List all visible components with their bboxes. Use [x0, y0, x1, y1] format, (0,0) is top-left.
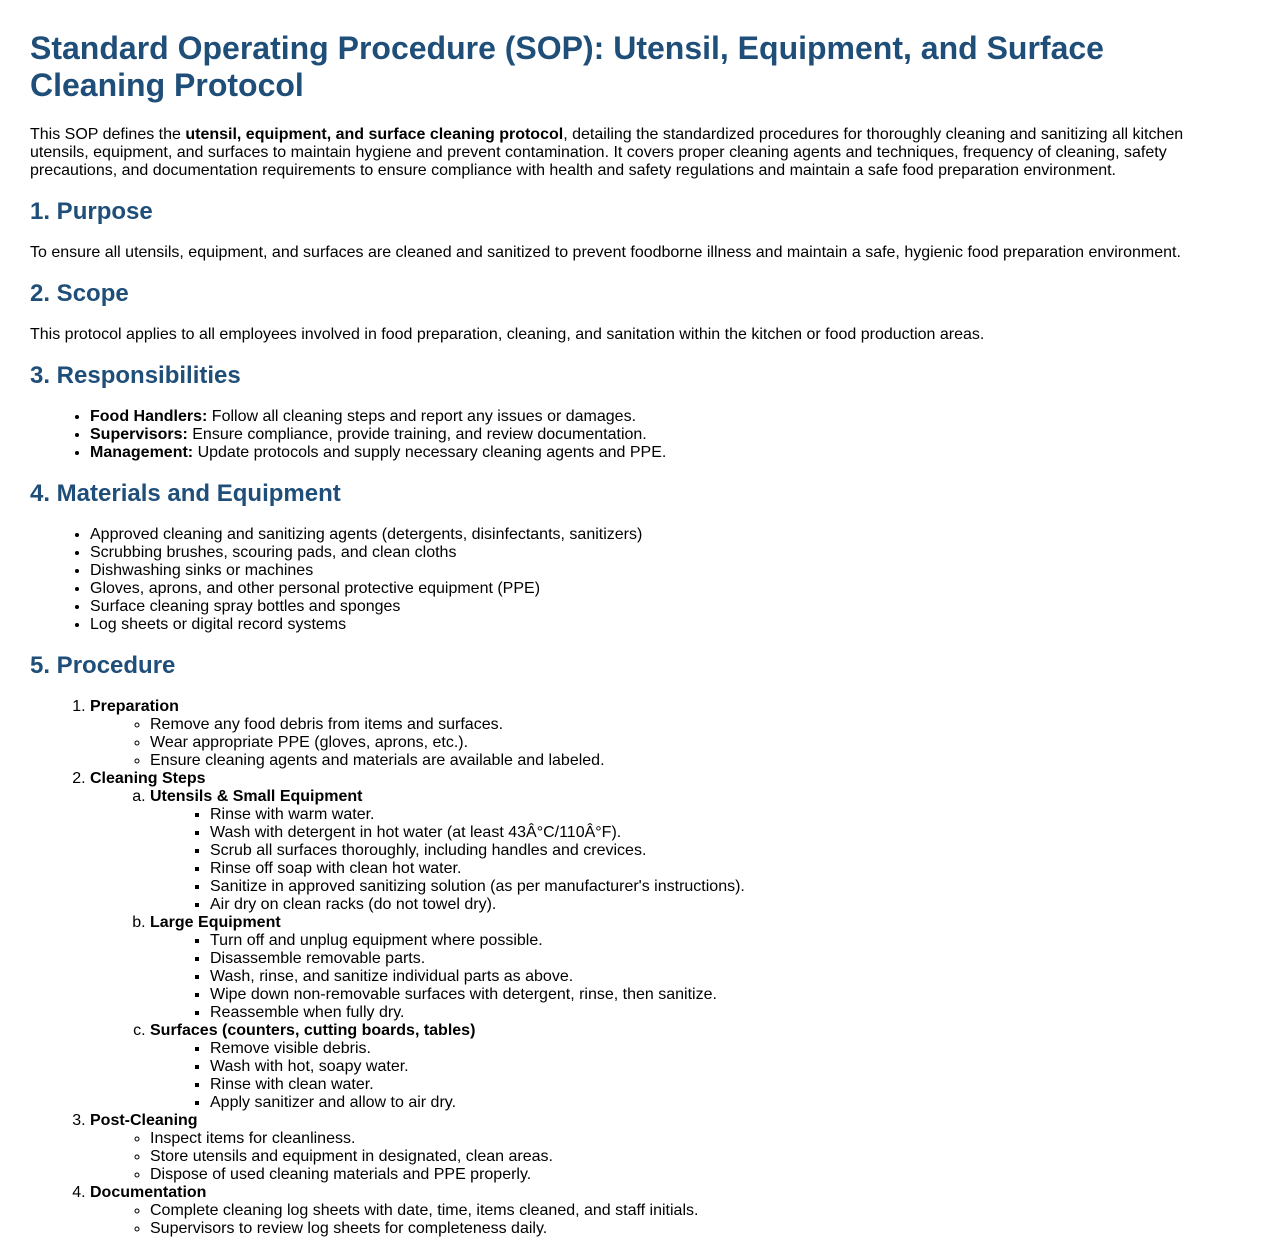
list-item: ▪ Disassemble removable parts.: [210, 950, 1233, 968]
intro-text-after: , detailing the standardized procedures for thoroughly cleaning and sanitizing all kitchen utensils, equipment, and surfaces to maintain hygiene and prevent contamination. It covers proper cleaning agents and techniques, frequency of cleaning, safety precautions, and documentation requirements to ensure compliance with health and safety regulations and maintain a safe food preparation environment.: [30, 126, 1184, 179]
purpose-heading: 1. Purpose: [30, 198, 153, 225]
list-item: ◦ Store utensils and equipment in designated, clean areas.: [150, 1148, 1233, 1166]
utensils-list: [150, 806, 1233, 914]
page-title: Standard Operating Procedure (SOP): Utensil, Equipment, and Surface Cleaning Protocol: [30, 30, 1104, 103]
step-title: Cleaning Steps: [90, 770, 206, 787]
list-item: ▪ Rinse off soap with clean hot water.: [210, 860, 1233, 878]
list-item: • Log sheets or digital record systems: [90, 616, 1233, 634]
role-text: Follow all cleaning steps and report any issues or damages.: [207, 408, 637, 425]
substep-title: Surfaces (counters, cutting boards, tables): [150, 1022, 476, 1039]
list-item: [90, 408, 1233, 426]
list-item: ▪ Rinse with warm water.: [210, 806, 1233, 824]
list-item: ◦ Remove any food debris from items and surfaces.: [150, 716, 1233, 734]
list-item: ▪ Wash with detergent in hot water (at least 43Â°C/110Â°F).: [210, 824, 1233, 842]
list-item: ▪ Wash with hot, soapy water.: [210, 1058, 1233, 1076]
list-item: ◦ Complete cleaning log sheets with date, time, items cleaned, and staff initials.: [150, 1202, 1233, 1220]
list-item: • Dishwashing sinks or machines: [90, 562, 1233, 580]
responsibilities-list: [30, 408, 1233, 462]
post-cleaning-list: [90, 1130, 1233, 1184]
substep-utensils: [150, 788, 1233, 914]
list-item: ◦ Wear appropriate PPE (gloves, aprons, etc.).: [150, 734, 1233, 752]
role-text: Update protocols and supply necessary cleaning agents and PPE.: [193, 444, 667, 461]
list-item: ▪ Scrub all surfaces thoroughly, including handles and crevices.: [210, 842, 1233, 860]
list-item: ▪ Sanitize in approved sanitizing solution (as per manufacturer's instructions).: [210, 878, 1233, 896]
step-title: Documentation: [90, 1184, 207, 1201]
substep-title: Large Equipment: [150, 914, 281, 931]
list-item: • Surface cleaning spray bottles and sponges: [90, 598, 1233, 616]
role-text: Ensure compliance, provide training, and review documentation.: [187, 426, 647, 443]
surfaces-list: [150, 1040, 1233, 1112]
role-label: Supervisors:: [90, 426, 188, 443]
materials-heading: 4. Materials and Equipment: [30, 480, 341, 507]
list-item: ▪ Apply sanitizer and allow to air dry.: [210, 1094, 1233, 1112]
list-item: ▪ Remove visible debris.: [210, 1040, 1233, 1058]
substep-surfaces: [150, 1022, 1233, 1112]
list-item: ▪ Reassemble when fully dry.: [210, 1004, 1233, 1022]
list-item: ◦ Inspect items for cleanliness.: [150, 1130, 1233, 1148]
list-item: • Scrubbing brushes, scouring pads, and clean cloths: [90, 544, 1233, 562]
substep-title: Utensils & Small Equipment: [150, 788, 363, 805]
materials-list: [30, 526, 1233, 634]
scope-text: This protocol applies to all employees involved in food preparation, cleaning, and sanitation within the kitchen or food production areas.: [30, 326, 985, 343]
procedure-heading: 5. Procedure: [30, 652, 176, 679]
list-item: ▪ Wipe down non-removable surfaces with detergent, rinse, then sanitize.: [210, 986, 1233, 1004]
procedure-step-preparation: [90, 698, 1233, 770]
substep-large-equipment: [150, 914, 1233, 1022]
preparation-list: [90, 716, 1233, 770]
scope-heading: 2. Scope: [30, 280, 129, 307]
documentation-list: [90, 1202, 1233, 1238]
list-item: ◦ Supervisors to review log sheets for completeness daily.: [150, 1220, 1233, 1238]
list-item: ◦ Dispose of used cleaning materials and PPE properly.: [150, 1166, 1233, 1184]
list-item: ▪ Rinse with clean water.: [210, 1076, 1233, 1094]
list-item: ▪ Turn off and unplug equipment where possible.: [210, 932, 1233, 950]
cleaning-substeps: [90, 788, 1233, 1112]
list-item: • Approved cleaning and sanitizing agents (detergents, disinfectants, sanitizers): [90, 526, 1233, 544]
intro-text-bold: utensil, equipment, and surface cleaning protocol: [185, 126, 564, 143]
list-item: • Gloves, aprons, and other personal protective equipment (PPE): [90, 580, 1233, 598]
procedure-list: [30, 698, 1233, 1238]
list-item: [90, 426, 1233, 444]
list-item: ▪ Wash, rinse, and sanitize individual parts as above.: [210, 968, 1233, 986]
procedure-step-cleaning: [90, 770, 1233, 1112]
step-title: Post-Cleaning: [90, 1112, 198, 1129]
list-item: [90, 444, 1233, 462]
intro-paragraph: [30, 126, 1200, 180]
procedure-step-documentation: [90, 1184, 1233, 1238]
purpose-text: To ensure all utensils, equipment, and surfaces are cleaned and sanitized to prevent foodborne illness and maintain a safe, hygienic food preparation environment.: [30, 244, 1181, 261]
procedure-step-post-cleaning: [90, 1112, 1233, 1184]
list-item: ◦ Ensure cleaning agents and materials are available and labeled.: [150, 752, 1233, 770]
intro-text-before: This SOP defines the: [30, 126, 186, 143]
role-label: Management:: [90, 444, 194, 461]
role-label: Food Handlers:: [90, 408, 208, 425]
responsibilities-heading: 3. Responsibilities: [30, 362, 241, 389]
step-title: Preparation: [90, 698, 179, 715]
list-item: ▪ Air dry on clean racks (do not towel dry).: [210, 896, 1233, 914]
large-equipment-list: [150, 932, 1233, 1022]
